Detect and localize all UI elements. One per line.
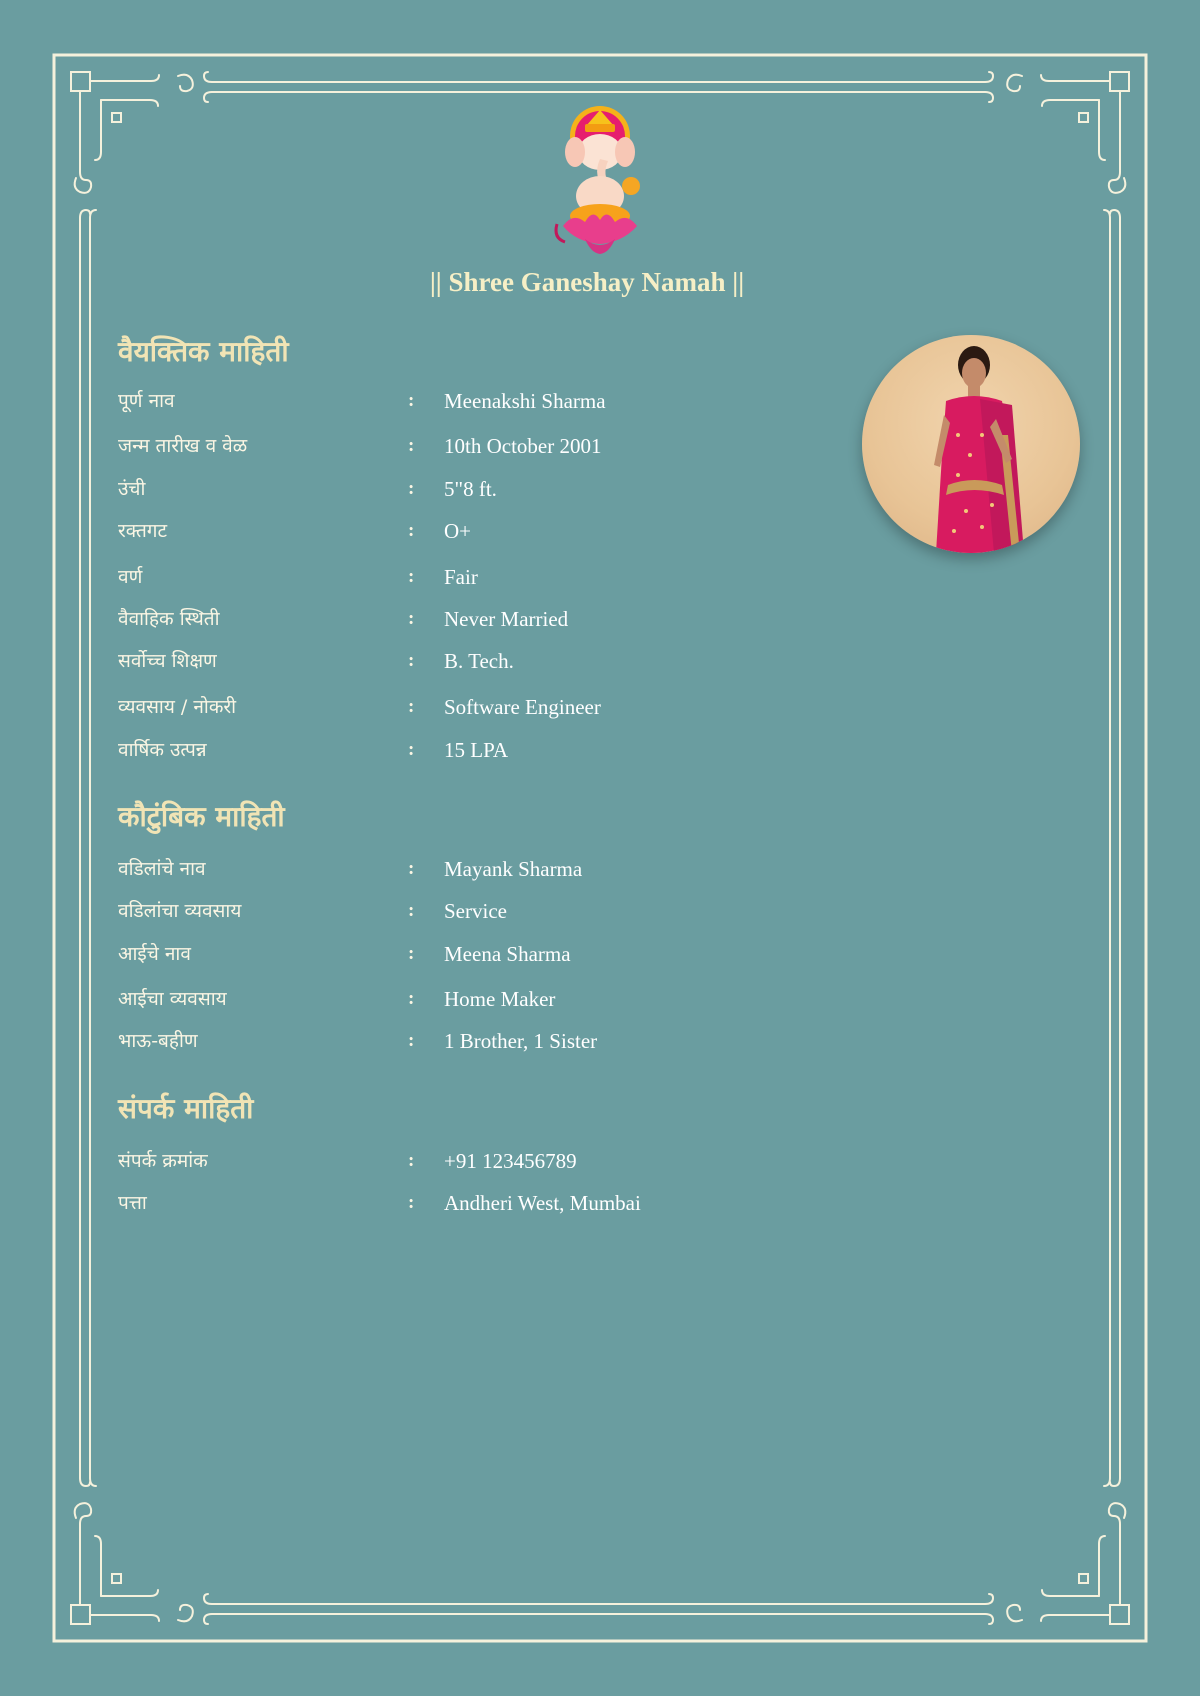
- row-label: सर्वोच्च शिक्षण: [118, 650, 217, 672]
- row-separator: :: [408, 650, 415, 671]
- row-value: Mayank Sharma: [444, 857, 583, 881]
- row-separator: :: [408, 858, 415, 879]
- row-value: Software Engineer: [444, 695, 601, 719]
- row-label: संपर्क क्रमांक: [118, 1150, 208, 1172]
- row-label: वर्ण: [118, 566, 143, 588]
- row-value: +91 123456789: [444, 1149, 577, 1173]
- row-value: O+: [444, 519, 472, 543]
- row-label: व्यवसाय / नोकरी: [118, 696, 237, 718]
- row-separator: :: [408, 1192, 415, 1213]
- row-label: वार्षिक उत्पन्न: [118, 739, 207, 761]
- row-separator: :: [408, 566, 415, 587]
- row-separator: :: [408, 1030, 415, 1051]
- row-value: Fair: [444, 565, 478, 589]
- row-value: Andheri West, Mumbai: [444, 1191, 641, 1215]
- detail-row-father-occupation: [118, 895, 758, 927]
- row-value: 15 LPA: [444, 738, 508, 762]
- row-label: पत्ता: [118, 1192, 147, 1214]
- detail-row-siblings: [118, 1025, 758, 1057]
- detail-row-blood-group: [118, 515, 758, 547]
- row-separator: :: [408, 520, 415, 541]
- row-label: पूर्ण नाव: [118, 390, 175, 412]
- row-separator: :: [408, 478, 415, 499]
- contact-section-title: संपर्क माहिती: [118, 1092, 254, 1125]
- ganesha-icon: [545, 104, 655, 254]
- row-label: उंची: [118, 478, 146, 500]
- row-separator: :: [408, 988, 415, 1009]
- row-separator: :: [408, 900, 415, 921]
- row-value: Service: [444, 899, 507, 923]
- row-separator: :: [408, 608, 415, 629]
- row-value: Never Married: [444, 607, 569, 631]
- detail-row-education: [118, 645, 758, 677]
- detail-row-birth-date: [118, 430, 758, 462]
- row-label: वैवाहिक स्थिती: [118, 608, 220, 630]
- row-label: आईचा व्यवसाय: [118, 988, 227, 1010]
- detail-row-marital-status: [118, 603, 758, 635]
- row-label: भाऊ-बहीण: [118, 1030, 198, 1052]
- row-separator: :: [408, 739, 415, 760]
- row-label: वडिलांचा व्यवसाय: [118, 900, 242, 922]
- row-value: Meenakshi Sharma: [444, 389, 606, 413]
- detail-row-full-name: [118, 385, 758, 417]
- detail-row-occupation: [118, 691, 758, 723]
- row-separator: :: [408, 1150, 415, 1171]
- detail-row-height: [118, 473, 758, 505]
- detail-row-mother-occupation: [118, 983, 758, 1015]
- bride-photo-illustration: [862, 335, 1080, 553]
- invocation-title: || Shree Ganeshay Namah ||: [429, 267, 745, 297]
- detail-row-address: [118, 1187, 758, 1219]
- detail-row-annual-income: [118, 734, 758, 766]
- row-separator: :: [408, 390, 415, 411]
- row-label: आईचे नाव: [118, 943, 191, 965]
- personal-section-title: वैयक्तिक माहिती: [118, 335, 289, 368]
- row-separator: :: [408, 696, 415, 717]
- row-label: रक्तगट: [118, 520, 168, 542]
- row-value: 1 Brother, 1 Sister: [444, 1029, 598, 1053]
- detail-row-father-name: [118, 853, 758, 885]
- row-separator: :: [408, 435, 415, 456]
- detail-row-complexion: [118, 561, 758, 593]
- detail-row-contact-number: [118, 1145, 758, 1177]
- row-label: वडिलांचे नाव: [118, 858, 206, 880]
- family-section-title: कौटुंबिक माहिती: [118, 800, 285, 833]
- row-label: जन्म तारीख व वेळ: [118, 435, 248, 457]
- detail-row-mother-name: [118, 938, 758, 970]
- row-value: Meena Sharma: [444, 942, 571, 966]
- row-value: 10th October 2001: [444, 434, 602, 458]
- row-separator: :: [408, 943, 415, 964]
- row-value: 5"8 ft.: [444, 477, 497, 501]
- profile-photo: [862, 335, 1080, 553]
- row-value: B. Tech.: [444, 649, 514, 673]
- row-value: Home Maker: [444, 987, 556, 1011]
